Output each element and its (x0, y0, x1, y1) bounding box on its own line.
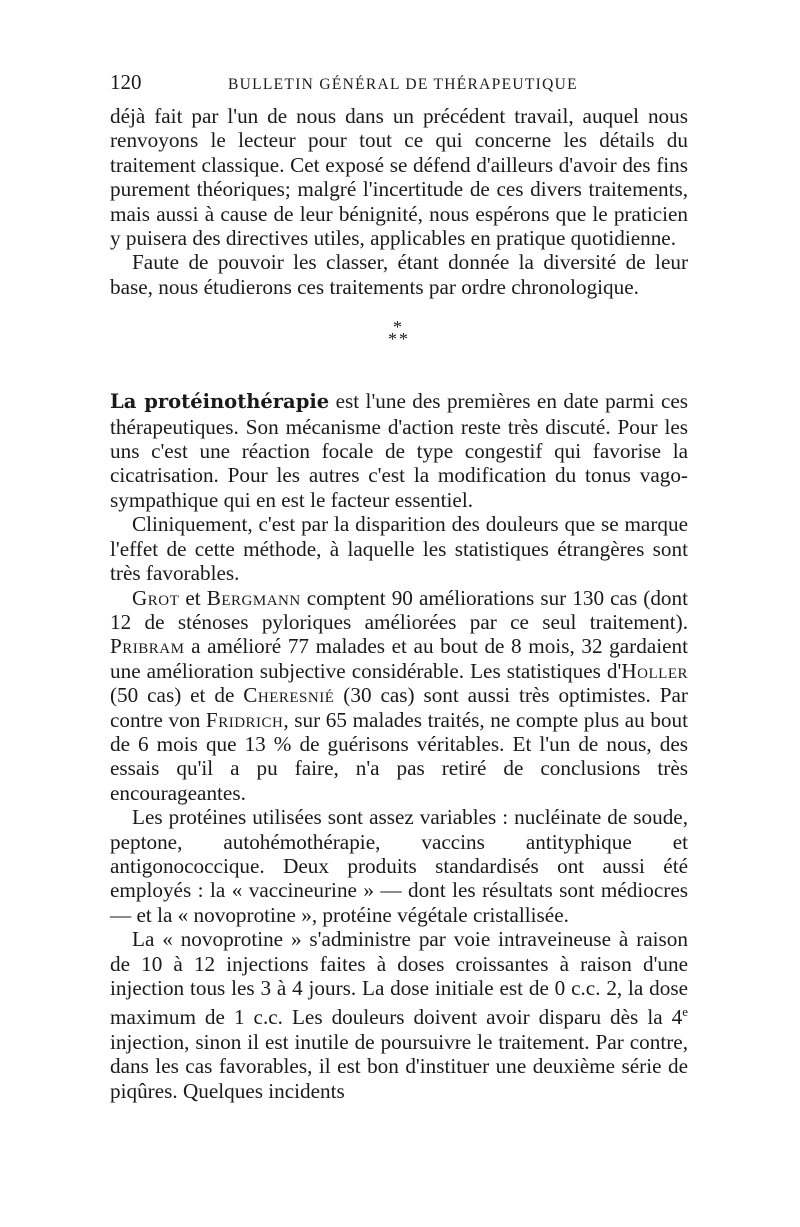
p3-text-4: (50 cas) et de (110, 683, 244, 708)
intro-text (110, 104, 688, 299)
section-term: La protéinothérapie (110, 390, 330, 414)
p5-superscript: e (682, 1004, 688, 1020)
asterism-separator (110, 313, 688, 373)
p3-text-6: , sur 65 malades traités, ne compte plus au bout de 6 mois que 13 % de guérisons véritables. Et l'un de nous, des essais qu'il a pu faire, n'a pas retiré de conclusions très encourageantes. (110, 707, 688, 805)
author-fridrich: Fridrich (205, 707, 284, 732)
page-number: 120 (110, 70, 142, 94)
p5-text-1: La « novoprotine » s'administre par voie intraveineuse à raison de 10 à 12 injections faites à doses croissantes à raison d'une injection tous les 3 à 4 jours. La dose initiale est de 0 c.c. 2, la dose maximum de 1 c.c. Les douleurs doivent avoir disparu dès la 4 (110, 927, 688, 1030)
proteinotherapy-section (110, 389, 688, 1103)
p5-text-2: injection, sinon il est inutile de poursuivre le traitement. Par contre, dans les cas favorables, il est bon d'instituer une deuxième série de piqûres. Quelques incidents (110, 1029, 688, 1103)
p3-text-5: (30 cas) sont aussi très optimistes. Par contre von (110, 683, 688, 732)
paragraph-1-text: est l'une des premières en date parmi ces thérapeutiques. Son mécanisme d'action reste très discuté. Pour les uns c'est une réaction focale de type congestif qui favorise la cicatrisation. Pour les autres c'est la modification du tonus vago-sympathique qui en est le facteur essentiel. (110, 389, 688, 512)
p3-text-1: et (179, 585, 207, 610)
p3-text-2: comptent 90 améliorations sur 130 cas (dont 12 de sténoses pyloriques améliorées par ce seul traitement). (110, 585, 688, 634)
p3-text-3: a amélioré 77 malades et au bout de 8 mois, 32 gardaient une amélioration subjective considérable. Les statistiques d' (110, 634, 688, 683)
journal-title: BULLETIN GÉNÉRAL DE THÉRAPEUTIQUE (228, 76, 578, 93)
intro-paragraph-1: déjà fait par l'un de nous dans un précédent travail, auquel nous renvoyons le lecteur pour tout ce qui concerne les détails du traitement classique. Cet exposé se défend d'ailleurs d'avoir des fins purement théoriques; malgré l'incertitude de ces divers traitements, mais aussi à cause de leur bénignité, nous espérons que le praticien y puisera des directives utiles, applicables en pratique quotidienne. (110, 104, 688, 251)
asterism-star-right: * (399, 329, 408, 350)
proteinotherapy-paragraph-3 (110, 586, 688, 806)
asterism-star-top: * (393, 317, 402, 338)
proteinotherapy-paragraph-2: Cliniquement, c'est par la disparition des douleurs que se marque l'effet de cette méthode, à laquelle les statistiques étrangères sont très favorables. (110, 512, 688, 586)
author-pribram: Pribram (110, 634, 185, 659)
author-holler: Holler (621, 658, 688, 683)
author-bergmann: Bergmann (206, 585, 301, 610)
proteinotherapy-paragraph-4: Les protéines utilisées sont assez variables : nucléinate de soude, peptone, autohémothérapie, vaccins antityphique et antigonococcique. Deux produits standardisés ont aussi été employés : la « vaccineurine » — dont les résultats sont médiocres — et la « novoprotine », protéine végétale cristallisée. (110, 805, 688, 927)
running-head (110, 70, 688, 102)
page (110, 70, 688, 1103)
author-grot: Grot (132, 585, 180, 610)
intro-paragraph-2: Faute de pouvoir les classer, étant donnée la diversité de leur base, nous étudierons ces traitements par ordre chronologique. (110, 250, 688, 299)
proteinotherapy-paragraph-1 (110, 389, 688, 512)
proteinotherapy-paragraph-5 (110, 927, 688, 1103)
asterism-star-left: * (388, 329, 397, 350)
author-cheresnie: Cheresnié (243, 683, 335, 708)
